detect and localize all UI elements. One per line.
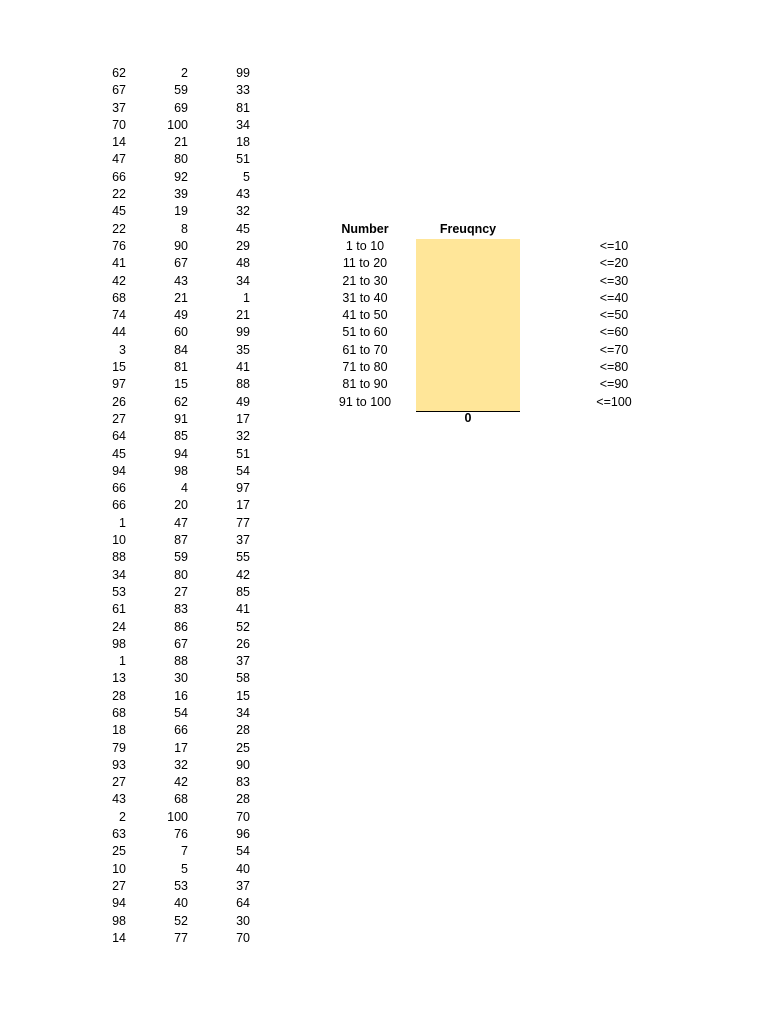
cell[interactable]: 66: [174, 723, 188, 738]
range-cell[interactable]: 21 to 30: [342, 273, 388, 288]
cell[interactable]: 21: [174, 290, 188, 305]
cell[interactable]: 51: [236, 152, 250, 167]
cell[interactable]: 43: [236, 187, 250, 202]
cell[interactable]: 49: [236, 394, 250, 409]
cell[interactable]: 18: [112, 723, 126, 738]
cell[interactable]: 81: [236, 100, 250, 115]
cell[interactable]: 60: [174, 325, 188, 340]
bin-cell[interactable]: <=30: [599, 273, 629, 288]
cell[interactable]: 21: [174, 135, 188, 150]
cell[interactable]: 41: [236, 602, 250, 617]
cell[interactable]: 17: [236, 498, 250, 513]
cell[interactable]: 40: [236, 861, 250, 876]
cell[interactable]: 70: [112, 117, 126, 132]
cell[interactable]: 90: [236, 757, 250, 772]
cell[interactable]: 17: [174, 740, 188, 755]
cell[interactable]: 40: [174, 896, 188, 911]
cell[interactable]: 53: [174, 878, 188, 893]
cell[interactable]: 85: [236, 584, 250, 599]
cell[interactable]: 98: [112, 913, 126, 928]
frequency-total[interactable]: 0: [464, 411, 472, 425]
cell[interactable]: 14: [112, 930, 126, 945]
cell[interactable]: 68: [112, 290, 126, 305]
cell[interactable]: 53: [112, 584, 126, 599]
cell[interactable]: 4: [181, 481, 188, 496]
range-cell[interactable]: 71 to 80: [342, 360, 388, 375]
range-cell[interactable]: 51 to 60: [342, 325, 388, 340]
cell[interactable]: 26: [236, 636, 250, 651]
cell[interactable]: 26: [112, 394, 126, 409]
cell[interactable]: 34: [236, 705, 250, 720]
range-cell[interactable]: 1 to 10: [345, 239, 385, 253]
cell[interactable]: 76: [112, 238, 126, 253]
cell[interactable]: 43: [112, 792, 126, 807]
cell[interactable]: 76: [174, 827, 188, 842]
cell[interactable]: 30: [174, 671, 188, 686]
cell[interactable]: 88: [174, 654, 188, 669]
data-column-c: [210, 65, 250, 947]
bin-cell[interactable]: <=70: [599, 342, 629, 357]
cell[interactable]: 68: [174, 792, 188, 807]
cell[interactable]: 28: [112, 688, 126, 703]
cell[interactable]: 35: [236, 342, 250, 357]
cell[interactable]: 77: [236, 515, 250, 530]
cell[interactable]: 80: [174, 567, 188, 582]
cell[interactable]: 100: [167, 809, 188, 824]
cell[interactable]: 81: [174, 360, 188, 375]
cell[interactable]: 85: [174, 429, 188, 444]
cell[interactable]: 91: [174, 411, 188, 426]
cell[interactable]: 54: [236, 844, 250, 859]
cell[interactable]: 83: [236, 775, 250, 790]
cell[interactable]: 33: [236, 83, 250, 98]
cell[interactable]: 28: [236, 792, 250, 807]
cell[interactable]: 21: [236, 308, 250, 323]
cell[interactable]: 1: [119, 515, 126, 530]
cell[interactable]: 1: [119, 654, 126, 669]
cell[interactable]: 51: [236, 446, 250, 461]
cell[interactable]: 32: [236, 204, 250, 219]
cell[interactable]: 97: [112, 377, 126, 392]
cell[interactable]: 87: [174, 533, 188, 548]
cell[interactable]: 13: [112, 671, 126, 686]
cell[interactable]: 92: [174, 169, 188, 184]
cell[interactable]: 27: [112, 411, 126, 426]
cell[interactable]: 48: [236, 256, 250, 271]
cell[interactable]: 14: [112, 135, 126, 150]
cell[interactable]: 88: [236, 377, 250, 392]
range-cell[interactable]: 11 to 20: [342, 256, 388, 271]
frequency-input-range[interactable]: [416, 239, 520, 412]
cell[interactable]: 43: [174, 273, 188, 288]
cell[interactable]: 7: [181, 844, 188, 859]
cell[interactable]: 1: [243, 290, 250, 305]
cell[interactable]: 68: [112, 705, 126, 720]
frequency-header[interactable]: Freuqncy: [439, 222, 497, 236]
cell[interactable]: 19: [174, 204, 188, 219]
cell[interactable]: 59: [174, 550, 188, 565]
range-cell[interactable]: 41 to 50: [342, 308, 388, 323]
cell[interactable]: 49: [174, 308, 188, 323]
bin-cell[interactable]: <=20: [599, 256, 629, 271]
cell[interactable]: 18: [236, 135, 250, 150]
cell[interactable]: 34: [112, 567, 126, 582]
bin-cell[interactable]: <=10: [599, 239, 629, 253]
cell[interactable]: 16: [174, 688, 188, 703]
cell[interactable]: 99: [236, 66, 250, 80]
cell[interactable]: 64: [236, 896, 250, 911]
cell[interactable]: 41: [112, 256, 126, 271]
cell[interactable]: 97: [236, 481, 250, 496]
cell[interactable]: 52: [174, 913, 188, 928]
cell[interactable]: 62: [174, 394, 188, 409]
cell[interactable]: 69: [174, 100, 188, 115]
cell[interactable]: 80: [174, 152, 188, 167]
cell[interactable]: 100: [167, 117, 188, 132]
cell[interactable]: 44: [112, 325, 126, 340]
cell[interactable]: 88: [112, 550, 126, 565]
cell[interactable]: 17: [236, 411, 250, 426]
cell[interactable]: 28: [236, 723, 250, 738]
cell[interactable]: 15: [174, 377, 188, 392]
cell[interactable]: 2: [181, 66, 188, 80]
cell[interactable]: 5: [181, 861, 188, 876]
bin-cell[interactable]: <=80: [599, 360, 629, 375]
cell[interactable]: 10: [112, 533, 126, 548]
cell[interactable]: 52: [236, 619, 250, 634]
range-cell[interactable]: 31 to 40: [342, 290, 388, 305]
cell[interactable]: 74: [112, 308, 126, 323]
cell[interactable]: 84: [174, 342, 188, 357]
range-cell[interactable]: 81 to 90: [342, 377, 388, 392]
cell[interactable]: 27: [112, 878, 126, 893]
cell[interactable]: 83: [174, 602, 188, 617]
cell[interactable]: 67: [174, 256, 188, 271]
cell[interactable]: 90: [174, 238, 188, 253]
cell[interactable]: 34: [236, 273, 250, 288]
cell[interactable]: 30: [236, 913, 250, 928]
cell[interactable]: 67: [112, 83, 126, 98]
bin-cell[interactable]: <=90: [599, 377, 629, 392]
cell[interactable]: 47: [112, 152, 126, 167]
cell[interactable]: 58: [236, 671, 250, 686]
cell[interactable]: 45: [112, 446, 126, 461]
cell[interactable]: 66: [112, 498, 126, 513]
cell[interactable]: 70: [236, 809, 250, 824]
bin-cell[interactable]: <=40: [599, 290, 629, 305]
cell[interactable]: 15: [112, 360, 126, 375]
cell[interactable]: 3: [119, 342, 126, 357]
cell[interactable]: 22: [112, 221, 126, 236]
cell[interactable]: 96: [236, 827, 250, 842]
cell[interactable]: 42: [236, 567, 250, 582]
cell[interactable]: 99: [236, 325, 250, 340]
cell[interactable]: 2: [119, 809, 126, 824]
cell[interactable]: 63: [112, 827, 126, 842]
cell[interactable]: 34: [236, 117, 250, 132]
cell[interactable]: 45: [112, 204, 126, 219]
cell[interactable]: 29: [236, 238, 250, 253]
cell[interactable]: 41: [236, 360, 250, 375]
cell[interactable]: 79: [112, 740, 126, 755]
cell[interactable]: 98: [112, 636, 126, 651]
cell[interactable]: 86: [174, 619, 188, 634]
cell[interactable]: 25: [112, 844, 126, 859]
cell[interactable]: 32: [174, 757, 188, 772]
cell[interactable]: 94: [112, 463, 126, 478]
cell[interactable]: 24: [112, 619, 126, 634]
cell[interactable]: 59: [174, 83, 188, 98]
cell[interactable]: 64: [112, 429, 126, 444]
cell[interactable]: 37: [236, 878, 250, 893]
data-column-b: [140, 65, 188, 947]
cell[interactable]: 27: [112, 775, 126, 790]
cell[interactable]: 55: [236, 550, 250, 565]
cell[interactable]: 42: [174, 775, 188, 790]
cell[interactable]: 94: [174, 446, 188, 461]
cell[interactable]: 15: [236, 688, 250, 703]
cell[interactable]: 66: [112, 169, 126, 184]
cell[interactable]: 70: [236, 930, 250, 945]
range-cell[interactable]: 91 to 100: [338, 394, 392, 409]
cell[interactable]: 62: [112, 66, 126, 80]
bin-cell[interactable]: <=60: [599, 325, 629, 340]
cell[interactable]: 93: [112, 757, 126, 772]
range-cell[interactable]: 61 to 70: [342, 342, 388, 357]
bin-cell[interactable]: <=50: [599, 308, 629, 323]
cell[interactable]: 54: [174, 705, 188, 720]
cell[interactable]: 54: [236, 463, 250, 478]
cell[interactable]: 47: [174, 515, 188, 530]
cell[interactable]: 77: [174, 930, 188, 945]
cell[interactable]: 37: [112, 100, 126, 115]
cell[interactable]: 10: [112, 861, 126, 876]
bins-column: [572, 238, 656, 411]
cell[interactable]: 22: [112, 187, 126, 202]
cell[interactable]: 66: [112, 481, 126, 496]
cell[interactable]: 94: [112, 896, 126, 911]
range-column: [328, 238, 402, 411]
cell[interactable]: 37: [236, 533, 250, 548]
cell[interactable]: 5: [243, 169, 250, 184]
number-header[interactable]: Number: [341, 222, 389, 236]
cell[interactable]: 25: [236, 740, 250, 755]
cell[interactable]: 61: [112, 602, 126, 617]
cell[interactable]: 27: [174, 584, 188, 599]
data-column-a: [86, 65, 126, 947]
cell[interactable]: 37: [236, 654, 250, 669]
cell[interactable]: 42: [112, 273, 126, 288]
cell[interactable]: 8: [181, 221, 188, 236]
cell[interactable]: 20: [174, 498, 188, 513]
cell[interactable]: 67: [174, 636, 188, 651]
cell[interactable]: 45: [236, 221, 250, 236]
cell[interactable]: 39: [174, 187, 188, 202]
cell[interactable]: 32: [236, 429, 250, 444]
cell[interactable]: 98: [174, 463, 188, 478]
bin-cell[interactable]: <=100: [596, 394, 632, 409]
